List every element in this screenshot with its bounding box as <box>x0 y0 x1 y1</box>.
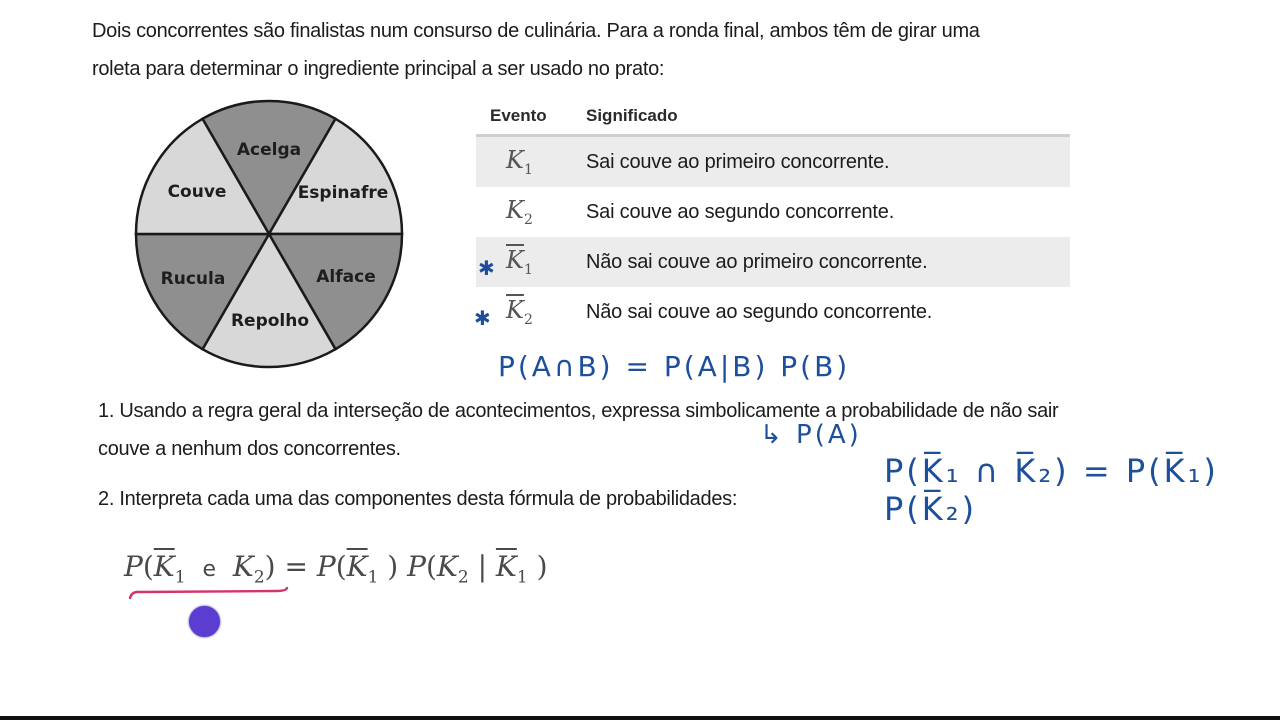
header-event: Evento <box>490 106 547 125</box>
table-row <box>476 137 1070 187</box>
label-rucula: Rucula <box>160 269 226 289</box>
event-meaning: Não sai couve ao primeiro concorrente. <box>586 250 928 273</box>
asterisk-annotation-icon: ✱ <box>474 306 491 331</box>
underline-annotation <box>126 586 292 602</box>
probability-formula: $P(\overline{K}_1$ e $K_2) = P(\overline{K}_1$ ) $P(K_2$ | $\overline{K}_1$ ) <box>124 550 548 588</box>
table-row <box>476 287 1070 337</box>
event-meaning: Sai couve ao segundo concorrente. <box>586 200 895 223</box>
table-row <box>476 237 1070 287</box>
question-1-line-2: couve a nenhum dos concorrentes. <box>98 438 401 460</box>
intro-line-2: roleta para determinar o ingrediente principal a ser usado no prato: <box>92 58 665 80</box>
bottom-border <box>0 716 1280 720</box>
event-symbol: $K_1$ <box>506 146 533 178</box>
table-header <box>476 98 1070 134</box>
handwritten-general-rule: P(A∩B) = P(A|B) P(B) <box>498 350 851 383</box>
event-meaning: Não sai couve ao segundo concorrente. <box>586 300 933 323</box>
label-acelga: Acelga <box>236 140 302 160</box>
problem-intro <box>92 12 1102 88</box>
question-2: 2. Interpreta cada uma das componentes desta fórmula de probabilidades: <box>98 488 738 510</box>
asterisk-annotation-icon: ✱ <box>478 256 495 281</box>
question-1-line-1: 1. Usando a regra geral da interseção de acontecimentos, expressa simbolicamente a probabilidade de não sair <box>98 400 1059 422</box>
pointer-cursor-dot <box>189 606 220 637</box>
label-alface: Alface <box>316 267 376 287</box>
label-espinafre: Espinafre <box>297 183 389 203</box>
roulette-wheel <box>133 98 405 370</box>
handwritten-arrow-note: ↳ P(A) <box>760 420 862 450</box>
event-symbol: ✱ $\overline{K}_1$ <box>478 246 533 281</box>
table-row <box>476 187 1070 237</box>
event-meaning: Sai couve ao primeiro concorrente. <box>586 150 890 173</box>
events-table <box>476 98 1070 337</box>
label-repolho: Repolho <box>230 311 310 331</box>
label-couve: Couve <box>167 182 227 202</box>
intro-line-1: Dois concorrentes são finalistas num consurso de culinária. Para a ronda final, ambos têm de girar uma <box>92 20 980 42</box>
event-symbol: $K_2$ <box>506 196 533 228</box>
header-meaning: Significado <box>586 106 678 125</box>
handwritten-applied-rule: P(K̅₁ ∩ K̅₂) = P(K̅₁) P(K̅₂) <box>884 452 1219 528</box>
event-symbol: ✱ $\overline{K}_2$ <box>474 296 533 331</box>
